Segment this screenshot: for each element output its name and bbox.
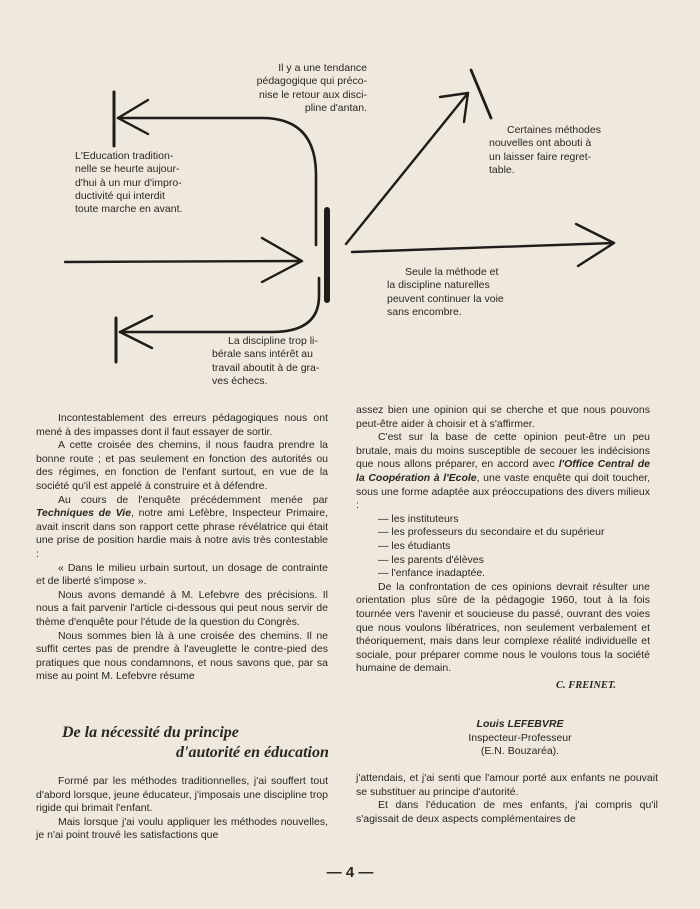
list-item: — les professeurs du secondaire et du supérieur: [378, 526, 605, 539]
diagonal-arrow-shaft: [346, 93, 468, 244]
author-role: Inspecteur-Professeur: [468, 731, 572, 744]
paragraph: De la confrontation de ces opinions devrait résulter une orientation plus sûre de la pédagogie 1960, tout à la fois tournée vers l'avenir et soucieuse du passé, ouvrant des voies que nous voulons libératrices, non seulement verbalement et théoriquement, mais dans leur complexe réalité individuelle et sociale, pour préparer comme nous le voulons tous la société humaine de demain.: [356, 580, 650, 675]
list-item: — les parents d'élèves: [378, 553, 484, 566]
list-item: — les instituteurs: [378, 512, 459, 525]
text-run: , une vaste enquête qui doit toucher, sous une forme adaptée aux préoccupations des divers milieux :: [356, 471, 650, 512]
text-run: , notre ami Lefèbre, Inspecteur Primaire, avait inscrit dans son rapport cette phrase révélatrice qui était une prise de position hardie mais à notre avis très contestable :: [36, 507, 328, 560]
caption-top: [226, 62, 367, 115]
paragraph: Nous sommes bien là à une croisée des chemins. Il ne suffit certes pas de prendre à l'aveuglette le contre-pied des pratiques que nous condamnons, et nous savons que, par sa mise au point M. Lefebvre résume: [36, 629, 328, 683]
caption-right-bottom: [387, 266, 527, 319]
paragraph: Mais lorsque j'ai voulu appliquer les méthodes nouvelles, je n'ai point trouvé les satisfactions que: [36, 815, 328, 842]
text-run: C'est sur la base de cette opinion peut-être un peu brutale, mais du moins susceptible de secouer les indécisions que nous allons préparer, en accord avec: [356, 431, 650, 471]
article-title-line2: d'autorité en éducation: [176, 744, 329, 761]
caption-line: ves échecs.: [212, 374, 268, 387]
paragraph: Incontestablement des erreurs pédagogiques nous ont mené à des impasses dont il faut essayer de sortir.: [36, 412, 328, 438]
caption-line: L'Education tradition-: [75, 150, 174, 162]
author-block: [440, 718, 600, 759]
caption-line: nelle se heurte aujour-: [75, 163, 180, 176]
caption-left: [75, 150, 190, 216]
paragraph: Et dans l'éducation de mes enfants, j'ai compris qu'il s'agissait de deux aspects complémentaires de: [356, 799, 658, 825]
journal-title: Techniques de Vie: [36, 507, 132, 520]
caption-line: sans encombre.: [387, 305, 462, 318]
caption-line: travail aboutit à de gra-: [212, 361, 320, 374]
paragraph: Nous avons demandé à M. Lefebvre des précisions. Il nous a fait parvenir l'article ci-dessous qui peut nous servir de thème d'enquête pour l'étude de la question du Congrès.: [36, 588, 328, 628]
caption-line: Il y a une tendance: [278, 62, 367, 74]
caption-line: table.: [489, 163, 515, 176]
caption-line: peuvent continuer la voie: [387, 292, 504, 305]
caption-line: nouvelles ont abouti à: [489, 137, 592, 150]
signature: C. FREINET.: [555, 679, 616, 691]
paragraph: j'attendais, et j'ai senti que l'amour porté aux enfants ne pouvait se substituer au principe d'autorité.: [356, 772, 658, 798]
list-item: — les étudiants: [378, 539, 451, 552]
caption-line: ductivité qui interdit: [75, 189, 165, 202]
main-arrow-shaft: [65, 261, 300, 262]
caption-line: toute marche en avant.: [75, 203, 183, 216]
audience-list: [356, 513, 650, 581]
paragraph: [356, 431, 650, 513]
paragraph: A cette croisée des chemins, il nous faudra prendre la bonne route ; et pas seulement en fonction des autorités ou des régimes, en fonction de l'enfant surtout, en vue de la société qu'il est appelé à construire et à défendre.: [36, 439, 328, 492]
lower-return-arrow: [120, 278, 319, 332]
author-name: Louis LEFEBVRE: [476, 718, 564, 730]
paragraph: Formé par les méthodes traditionnelles, j'ai souffert tout d'abord lorsque, jeune éducateur, j'imposais une discipline trop rigide qui brimait l'enfant.: [36, 775, 328, 815]
diagonal-end-bar: [471, 70, 491, 118]
caption-line: la discipline naturelles: [387, 279, 490, 292]
paragraph: assez bien une opinion qui se cherche et que nous pouvons peut-être aider à choisir et à s'affirmer.: [356, 404, 650, 430]
paragraph: [36, 494, 328, 562]
organization-name: l'Office Central de la Coopération à l'Ecole: [356, 458, 650, 484]
article2-left-column: [36, 775, 328, 843]
article1-left-column: [36, 412, 328, 684]
caption-bottom: [212, 335, 322, 388]
article2-right-column: [356, 772, 658, 826]
caption-line: nise le retour aux disci-: [259, 88, 367, 101]
list-item: — l'enfance inadaptée.: [378, 567, 486, 580]
quote: « Dans le milieu urbain surtout, un dosage de contrainte et de liberté s'impose ».: [36, 561, 328, 588]
caption-line: un laisser faire regret-: [489, 150, 592, 163]
caption-right-top: [489, 124, 621, 177]
caption-line: pédagogique qui préco-: [256, 75, 367, 88]
article1-right-column: [356, 404, 650, 692]
caption-line: La discipline trop li-: [228, 335, 318, 347]
text-run: Au cours de l'enquête précédemment menée par: [58, 493, 328, 506]
caption-line: Certaines méthodes: [507, 124, 601, 136]
author-school: (E.N. Bouzaréa).: [480, 745, 560, 757]
caption-line: Seule la méthode et: [405, 266, 499, 278]
caption-line: pline d'antan.: [304, 101, 367, 114]
page-number: — 4 —: [326, 864, 374, 881]
caption-line: bérale sans intérêt au: [212, 348, 313, 361]
article-title-line1: De la nécessité du principe: [62, 724, 239, 741]
caption-line: d'hui à un mur d'impro-: [75, 176, 182, 189]
right-arrow-shaft: [352, 243, 614, 252]
